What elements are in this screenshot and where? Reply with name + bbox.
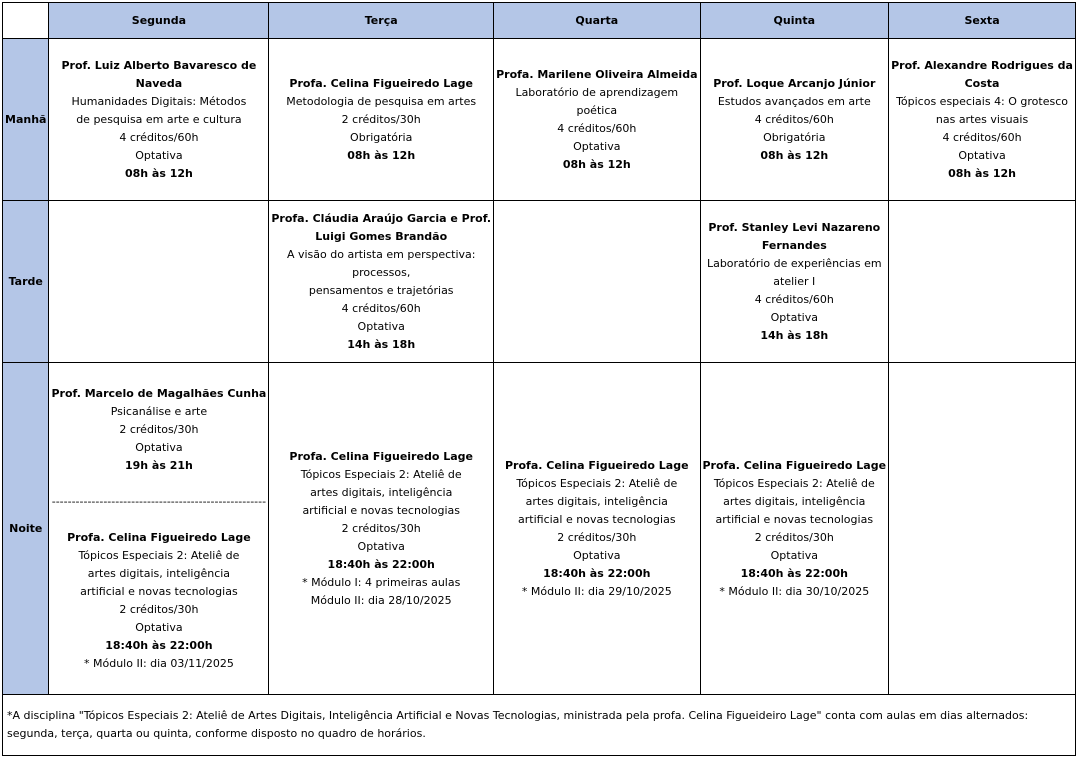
course-title: Laboratório de aprendizagem — [515, 85, 679, 99]
professor-name: Profa. Celina Figueiredo Lage — [289, 449, 473, 463]
class-cell — [494, 39, 700, 201]
period-label-noite: Noite — [3, 363, 49, 695]
class-time: 14h às 18h — [347, 337, 416, 351]
class-time: 14h às 18h — [760, 328, 829, 342]
course-title: Tópicos Especiais 2: Ateliê de — [78, 548, 240, 562]
course-title: atelier I — [773, 274, 816, 288]
course-title: artes digitais, inteligência — [310, 485, 453, 499]
course-title: Tópicos Especiais 2: Ateliê de — [713, 476, 875, 490]
class-time: 08h às 12h — [347, 148, 416, 162]
course-title: artes digitais, inteligência — [525, 494, 668, 508]
spacer — [51, 511, 266, 529]
course-type: Optativa — [135, 620, 183, 634]
module-note: * Módulo II: dia 29/10/2025 — [521, 584, 672, 598]
credits: 2 créditos/30h — [341, 521, 421, 535]
class-time: 08h às 12h — [562, 157, 631, 171]
professor-name: Prof. Marcelo de Magalhães Cunha — [51, 386, 267, 400]
course-type: Obrigatória — [350, 130, 413, 144]
course-type: Optativa — [357, 539, 405, 553]
course-title: poética — [576, 103, 618, 117]
header-row — [3, 3, 1076, 39]
class-cell — [700, 201, 889, 363]
class-cell — [269, 39, 494, 201]
course-title: Humanidades Digitais: Métodos — [71, 94, 247, 108]
separator-line: ------------------------------------------------------ — [51, 494, 267, 508]
course-title: artificial e novas tecnologias — [518, 512, 676, 526]
class-time: 18:40h às 22:00h — [105, 638, 213, 652]
course-type: Optativa — [135, 148, 183, 162]
credits: 4 créditos/60h — [942, 130, 1022, 144]
course-title: pensamentos e trajetórias — [308, 283, 454, 297]
class-time: 18:40h às 22:00h — [327, 557, 435, 571]
module-note: * Módulo I: 4 primeiras aulas — [302, 575, 461, 589]
credits: 2 créditos/30h — [119, 602, 199, 616]
course-type: Optativa — [770, 548, 818, 562]
professor-name: Profa. Celina Figueiredo Lage — [702, 458, 887, 472]
credits: 2 créditos/30h — [119, 422, 199, 436]
class-time: 08h às 12h — [760, 148, 829, 162]
professor-name: Prof. Alexandre Rodrigues da — [891, 58, 1073, 72]
class-cell — [700, 363, 889, 695]
course-title: Psicanálise e arte — [110, 404, 208, 418]
course-title: Metodologia de pesquisa em artes — [286, 94, 477, 108]
class-cell — [269, 363, 494, 695]
professor-name: Costa — [964, 76, 1000, 90]
class-time: 08h às 12h — [124, 166, 193, 180]
class-time: 19h às 21h — [124, 458, 193, 472]
professor-name: Profa. Cláudia Araújo Garcia e Prof. — [271, 211, 492, 225]
course-title: Estudos avançados em arte — [717, 94, 871, 108]
class-time: 18:40h às 22:00h — [543, 566, 651, 580]
course-type: Optativa — [573, 548, 621, 562]
class-time: 08h às 12h — [948, 166, 1016, 180]
professor-name: Profa. Marilene Oliveira Almeida — [496, 67, 698, 81]
row-noite — [3, 363, 1076, 695]
credits: 4 créditos/60h — [754, 112, 834, 126]
professor-name: Luigi Gomes Brandão — [315, 229, 448, 243]
empty-cell — [494, 201, 700, 363]
professor-name: Naveda — [135, 76, 183, 90]
course-title: Tópicos Especiais 2: Ateliê de — [516, 476, 678, 490]
module-note: * Módulo II: dia 30/10/2025 — [719, 584, 870, 598]
module-note: * Módulo II: dia 03/11/2025 — [84, 656, 234, 670]
footnote-row — [3, 695, 1076, 756]
course-title: artificial e novas tecnologias — [80, 584, 238, 598]
day-header-terca: Terça — [269, 3, 494, 39]
professor-name: Prof. Stanley Levi Nazareno — [708, 220, 881, 234]
course-type: Optativa — [958, 148, 1006, 162]
class-cell — [889, 39, 1076, 201]
course-title: nas artes visuais — [935, 112, 1029, 126]
empty-cell — [889, 363, 1076, 695]
course-title: artes digitais, inteligência — [723, 494, 866, 508]
credits: 4 créditos/60h — [119, 130, 199, 144]
course-title: artificial e novas tecnologias — [302, 503, 460, 517]
professor-name: Prof. Luiz Alberto Bavaresco de — [61, 58, 257, 72]
course-title: artes digitais, inteligência — [87, 566, 231, 580]
credits: 4 créditos/60h — [557, 121, 637, 135]
professor-name: Profa. Celina Figueiredo Lage — [289, 76, 473, 90]
module-note: Módulo II: dia 28/10/2025 — [310, 593, 452, 607]
period-label-manha: Manhã — [3, 39, 49, 201]
class-cell — [269, 201, 494, 363]
professor-name: Profa. Celina Figueiredo Lage — [67, 530, 251, 544]
day-header-sexta: Sexta — [889, 3, 1076, 39]
row-tarde — [3, 201, 1076, 363]
class-cell — [49, 39, 269, 201]
course-type: Optativa — [770, 310, 818, 324]
course-title: Tópicos especiais 4: O grotesco — [896, 94, 1069, 108]
course-title: Laboratório de experiências em — [706, 256, 882, 270]
professor-name: Profa. Celina Figueiredo Lage — [505, 458, 689, 472]
footnote: *A disciplina "Tópicos Especiais 2: Ateliê de Artes Digitais, Inteligência Artificial e Novas Tecnologias, ministrada pela profa. Celina Figueideiro Lage" conta com aulas em dias alternados: segunda, terça, quarta ou quinta, conforme disposto no quadro de horários. — [3, 695, 1076, 756]
course-title: A visão do artista em perspectiva: — [286, 247, 476, 261]
corner-cell — [3, 3, 49, 39]
empty-cell — [49, 201, 269, 363]
day-header-quinta: Quinta — [700, 3, 889, 39]
course-type: Optativa — [357, 319, 405, 333]
credits: 2 créditos/30h — [341, 112, 421, 126]
course-title: processos, — [352, 265, 411, 279]
course-type: Optativa — [135, 440, 183, 454]
day-header-quarta: Quarta — [494, 3, 700, 39]
schedule-sheet — [2, 2, 1076, 756]
schedule-table — [2, 2, 1076, 756]
credits: 2 créditos/30h — [754, 530, 834, 544]
class-cell — [49, 363, 269, 695]
period-label-tarde: Tarde — [3, 201, 49, 363]
spacer — [51, 475, 266, 493]
credits: 2 créditos/30h — [557, 530, 637, 544]
day-header-segunda: Segunda — [49, 3, 269, 39]
course-title: Tópicos Especiais 2: Ateliê de — [300, 467, 462, 481]
professor-name: Prof. Loque Arcanjo Júnior — [713, 76, 876, 90]
professor-name: Fernandes — [761, 238, 827, 252]
class-cell — [700, 39, 889, 201]
row-manha — [3, 39, 1076, 201]
credits: 4 créditos/60h — [754, 292, 834, 306]
course-title: artificial e novas tecnologias — [715, 512, 874, 526]
course-type: Obrigatória — [763, 130, 826, 144]
course-title: de pesquisa em arte e cultura — [76, 112, 242, 126]
class-time: 18:40h às 22:00h — [740, 566, 848, 580]
credits: 4 créditos/60h — [341, 301, 421, 315]
empty-cell — [889, 201, 1076, 363]
class-cell — [494, 363, 700, 695]
course-type: Optativa — [573, 139, 621, 153]
